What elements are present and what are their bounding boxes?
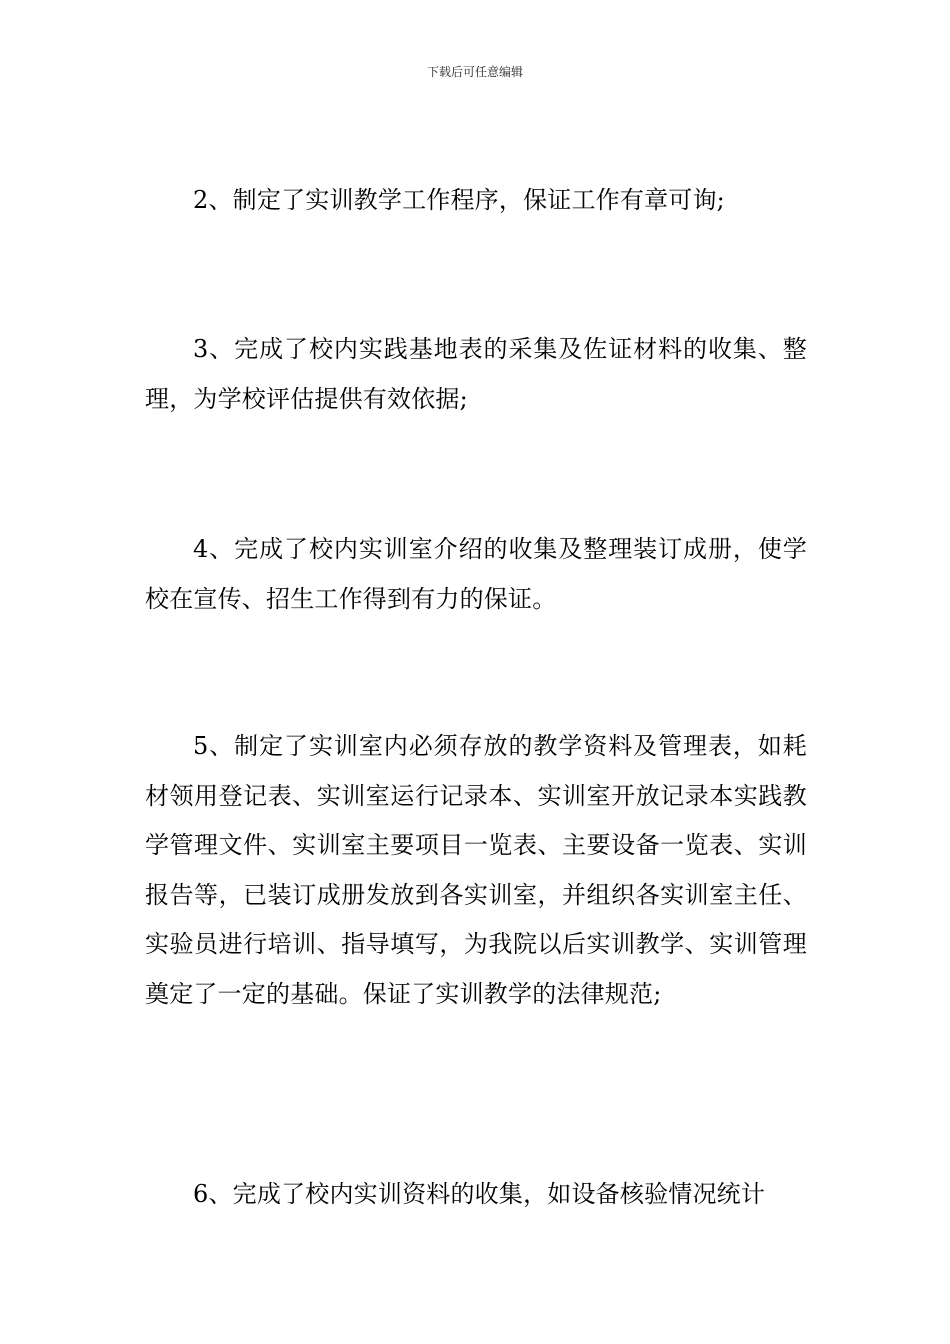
page-header: 下载后可任意编辑 [426, 65, 523, 79]
paragraph-item-2: 2、制定了实训教学工作程序，保证工作有章可询; [193, 186, 725, 214]
paragraph-item-3: 3、完成了校内实践基地表的采集及佐证材料的收集、整理，为学校评估提供有效依据; [145, 335, 807, 413]
paragraph-item-4: 4、完成了校内实训室介绍的收集及整理装订成册，使学校在宣传、招生工作得到有力的保证。 [145, 535, 807, 613]
paragraph-item-6: 6、完成了校内实训资料的收集，如设备核验情况统计 [193, 1180, 766, 1208]
paragraph-item-5: 5、制定了实训室内必须存放的教学资料及管理表，如耗材领用登记表、实训室运行记录本、实训室开放记录本实践教学管理文件、实训室主要项目一览表、主要设备一览表、实训报告等，已装订成册发放到各实训室，并组织各实训室主任、实验员进行培训、指导填写，为我院以后实训教学、实训管理奠定了一定的基础。保证了实训教学的法律规范; [145, 732, 807, 1008]
